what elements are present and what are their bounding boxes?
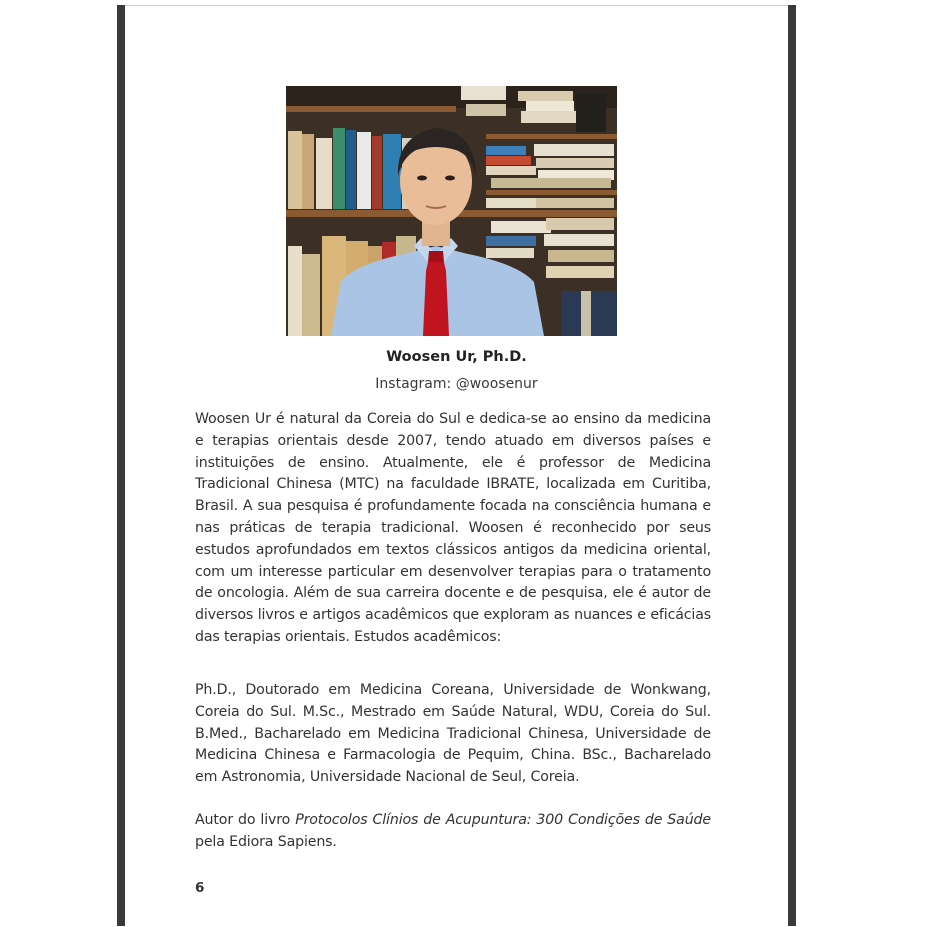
book-credit-prefix: Autor do livro <box>195 812 296 828</box>
page-edge-right <box>788 5 796 926</box>
academic-credentials: Ph.D., Doutorado em Medicina Coreana, Universidade de Wonkwang, Coreia do Sul. M.Sc., Mestrado em Saúde Natural, WDU, Coreia do Sul. B.Med., Bacharelado em Medicina Tradicional Chinesa, Universidade de Medicina Chinesa e Farmacologia de Pequim, China. BSc., Bacharelado em Astronomia, Universidade Nacional de Seul, Coreia. <box>195 682 711 786</box>
author-photo <box>286 86 617 336</box>
book-credit <box>195 810 711 854</box>
author-name: Woosen Ur, Ph.D. <box>386 349 527 365</box>
page-number: 6 <box>195 880 205 896</box>
author-instagram: Instagram: @woosenur <box>375 376 538 392</box>
page-edge-left <box>117 5 125 926</box>
book-credit-suffix: pela Ediora Sapiens. <box>195 833 337 850</box>
author-bio: Woosen Ur é natural da Coreia do Sul e dedica-se ao ensino da medicina e terapias orientais desde 2007, tendo atuado em diversos países e instituições de ensino. Atualmente, ele é professor de Medicina Tradicional Chinesa (MTC) na faculdade IBRATE, localizada em Curitiba, Brasil. A sua pesquisa é profundamente focada na consciência humana e nas práticas de terapia tradicional. Woosen é reconhecido por seus estudos aprofundados em textos clássicos antigos da medicina oriental, com um interesse particular em desenvolver terapias para o tratamento de oncologia. Além de sua carreira docente e de pesquisa, ele é autor de diversos livros e artigos acadêmicos que exploram as nuances e eficácias das terapias orientais. Estudos acadêmicos: <box>195 411 711 645</box>
book-title: Protocolos Clínios de Acupuntura: 300 Condições de Saúde <box>295 812 711 828</box>
document-page <box>125 5 788 927</box>
